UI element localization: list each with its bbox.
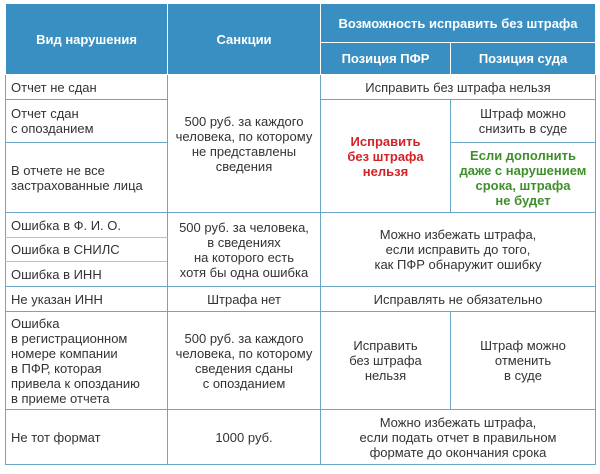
violation-cell: Отчет сдан с опозданием bbox=[6, 100, 168, 143]
fix-cell: Исправить без штрафа нельзя bbox=[321, 75, 596, 100]
sanction-cell: 500 руб. за человека, в сведениях на которого есть хотя бы одна ошибка bbox=[168, 213, 321, 287]
table-row bbox=[6, 410, 596, 465]
sanction-cell: 500 руб. за каждого человека, по которому сведения сданы с опозданием bbox=[168, 312, 321, 410]
header-sanctions: Санкции bbox=[168, 4, 321, 75]
header-fix-possibility: Возможность исправить без штрафа bbox=[321, 4, 596, 43]
fix-cell: Можно избежать штрафа, если подать отчет в правильном формате до окончания срока bbox=[321, 410, 596, 465]
header-violation-type: Вид нарушения bbox=[6, 4, 168, 75]
court-position-cell: Штраф можно отменить в суде bbox=[451, 312, 596, 410]
header-court-position: Позиция суда bbox=[451, 43, 596, 75]
violation-cell: Отчет не сдан bbox=[6, 75, 168, 100]
header-pfr-position: Позиция ПФР bbox=[321, 43, 451, 75]
table-row bbox=[6, 75, 596, 100]
sanction-cell: Штрафа нет bbox=[168, 287, 321, 312]
table-row bbox=[6, 287, 596, 312]
sanction-cell: 500 руб. за каждого человека, по которому не представлены сведения bbox=[168, 75, 321, 213]
table-row bbox=[6, 213, 596, 238]
violation-cell: Ошибка в Ф. И. О. bbox=[6, 213, 168, 238]
table-row bbox=[6, 312, 596, 410]
pfr-position-cell: Исправить без штрафа нельзя bbox=[321, 312, 451, 410]
court-position-cell: Штраф можно снизить в суде bbox=[451, 100, 596, 143]
violation-cell: Не указан ИНН bbox=[6, 287, 168, 312]
violation-cell: Ошибка в регистрационном номере компании в ПФР, которая привела к опозданию в приеме отчета bbox=[6, 312, 168, 410]
pfr-position-cell: Исправить без штрафа нельзя bbox=[321, 100, 451, 213]
violation-cell: В отчете не все застрахованные лица bbox=[6, 143, 168, 213]
fix-cell: Можно избежать штрафа, если исправить до того, как ПФР обнаружит ошибку bbox=[321, 213, 596, 287]
court-position-cell: Если дополнить даже с нарушением срока, штрафа не будет bbox=[451, 143, 596, 213]
sanction-cell: 1000 руб. bbox=[168, 410, 321, 465]
violation-cell: Ошибка в ИНН bbox=[6, 262, 168, 287]
violations-table bbox=[5, 3, 596, 465]
violation-cell: Не тот формат bbox=[6, 410, 168, 465]
violation-cell: Ошибка в СНИЛС bbox=[6, 238, 168, 262]
fix-cell: Исправлять не обязательно bbox=[321, 287, 596, 312]
